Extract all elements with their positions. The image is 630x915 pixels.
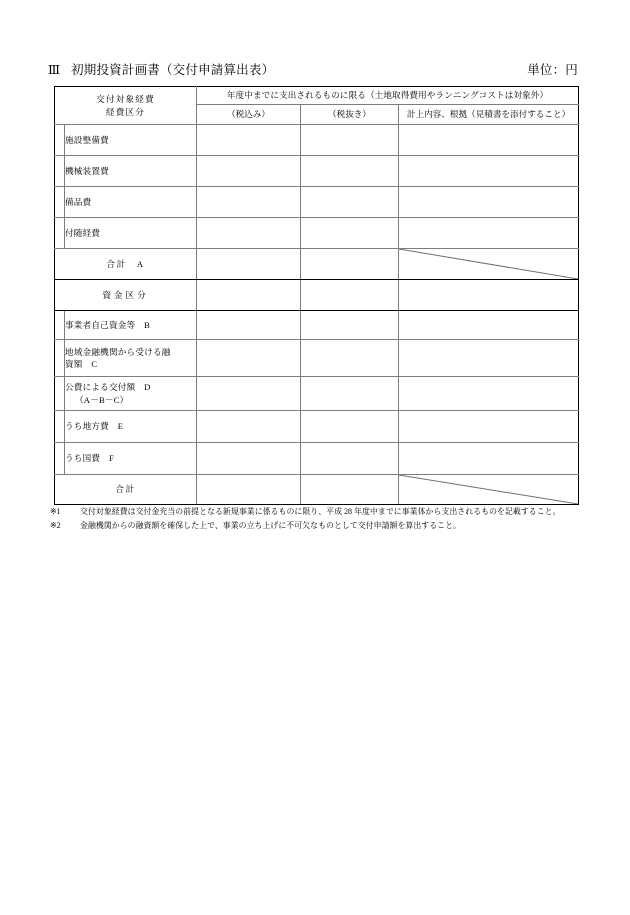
- funding-label-local-share-line1: うち地方費 E: [65, 421, 124, 432]
- table-row: [55, 311, 579, 340]
- expense-basis-machinery[interactable]: [399, 156, 579, 187]
- expense-value-equipment-tax-included[interactable]: [197, 187, 301, 218]
- funding-value-local-share-tax-excluded[interactable]: [301, 411, 399, 443]
- row-spacer-cell: [55, 340, 65, 377]
- table-row: [55, 218, 579, 249]
- funding-label-public-grant-line1: 公費による交付額 D: [65, 382, 151, 393]
- funding-value-national-share-tax-included[interactable]: [197, 443, 301, 475]
- expense-value-equipment-tax-excluded[interactable]: [301, 187, 399, 218]
- expense-label-facility: 施設整備費: [65, 125, 197, 156]
- header-col-basis: 計上内容、根拠（見積書を添付すること）: [399, 105, 579, 125]
- section-numeral: Ⅲ: [48, 63, 61, 77]
- funding-section-title-spacer-3: [399, 280, 579, 311]
- row-spacer-cell: [55, 377, 65, 411]
- funding-total-basis-struck: [399, 475, 579, 505]
- expense-value-incidental-tax-included[interactable]: [197, 218, 301, 249]
- table-row: [55, 340, 579, 377]
- funding-section-title: 資金区分: [55, 280, 197, 311]
- row-spacer-cell: [55, 443, 65, 475]
- expense-value-facility-tax-excluded[interactable]: [301, 125, 399, 156]
- expense-label-equipment: 備品費: [65, 187, 197, 218]
- expense-total-row: [55, 249, 579, 280]
- table-row: [55, 156, 579, 187]
- expense-basis-incidental[interactable]: [399, 218, 579, 249]
- funding-value-local-loan-tax-included[interactable]: [197, 340, 301, 377]
- funding-total-label: 合計: [55, 475, 197, 505]
- row-spacer-cell: [55, 125, 65, 156]
- funding-total-tax-excluded[interactable]: [301, 475, 399, 505]
- header-col-tax-excluded: （税抜き）: [301, 105, 399, 125]
- table-row: [55, 125, 579, 156]
- table-row: [55, 187, 579, 218]
- funding-label-own-funds: [65, 311, 197, 340]
- row-spacer-cell: [55, 187, 65, 218]
- initial-investment-table: [54, 86, 578, 505]
- page-title-text: 初期投資計画書（交付申請算出表）: [71, 63, 275, 77]
- expense-label-incidental: 付随経費: [65, 218, 197, 249]
- expense-value-machinery-tax-included[interactable]: [197, 156, 301, 187]
- funding-value-local-share-tax-included[interactable]: [197, 411, 301, 443]
- expense-basis-facility[interactable]: [399, 125, 579, 156]
- expense-basis-equipment[interactable]: [399, 187, 579, 218]
- row-spacer-cell: [55, 218, 65, 249]
- funding-label-local-loan: [65, 340, 197, 377]
- funding-section-title-spacer-1: [197, 280, 301, 311]
- funding-label-local-loan-line1: 地域金融機関から受ける融: [65, 346, 171, 357]
- funding-label-local-loan-line2: 資額 C: [65, 359, 98, 369]
- funding-value-own-funds-tax-included[interactable]: [197, 311, 301, 340]
- funding-value-public-grant-tax-excluded[interactable]: [301, 377, 399, 411]
- expense-value-machinery-tax-excluded[interactable]: [301, 156, 399, 187]
- funding-label-local-share: [65, 411, 197, 443]
- footnote-1: [50, 505, 590, 519]
- footnote-1-text: 交付対象経費は交付金充当の前提となる新規事業に係るものに限り、平成 28 年度中までに事業体から支出されるものを記載すること。: [80, 507, 561, 516]
- unit-label: 単位：円: [527, 63, 578, 77]
- row-spacer-cell: [55, 156, 65, 187]
- footnote-2-mark: ※2: [50, 521, 61, 531]
- funding-section-title-spacer-2: [301, 280, 399, 311]
- title-left-group: [48, 60, 274, 78]
- funding-total-tax-included[interactable]: [197, 475, 301, 505]
- funding-label-public-grant: [65, 377, 197, 411]
- funding-value-local-loan-tax-excluded[interactable]: [301, 340, 399, 377]
- expense-total-basis-struck: [399, 249, 579, 280]
- header-category-line1: 交付対象経費: [96, 94, 155, 105]
- footnotes: [50, 505, 590, 533]
- funding-label-national-share-line1: うち国費 F: [65, 453, 114, 464]
- page-title: [48, 58, 578, 80]
- funding-basis-own-funds[interactable]: [399, 311, 579, 340]
- expense-total-label: 合計 A: [55, 249, 197, 280]
- expense-total-tax-excluded[interactable]: [301, 249, 399, 280]
- header-scope-note: 年度中までに支出されるものに限る（土地取得費用やランニングコストは対象外）: [197, 87, 579, 105]
- funding-value-public-grant-tax-included[interactable]: [197, 377, 301, 411]
- table-row: [55, 377, 579, 411]
- expense-label-machinery: 機械装置費: [65, 156, 197, 187]
- table-row: [55, 411, 579, 443]
- footnote-2-text: 金融機関からの融資額を確保した上で、事業の立ち上げに不可欠なものとして交付申請額を算出すること。: [80, 521, 461, 531]
- table-row: [55, 443, 579, 475]
- row-spacer-cell: [55, 411, 65, 443]
- funding-basis-national-share[interactable]: [399, 443, 579, 475]
- funding-total-row: [55, 475, 579, 505]
- funding-basis-public-grant[interactable]: [399, 377, 579, 411]
- table-header-row-1: [55, 87, 579, 105]
- funding-label-public-grant-line2: （A－B－C）: [75, 394, 129, 405]
- diagonal-strike-icon: [399, 475, 578, 504]
- header-category-line2: 経費区分: [105, 106, 146, 117]
- funding-value-own-funds-tax-excluded[interactable]: [301, 311, 399, 340]
- funding-section-title-row: [55, 280, 579, 311]
- expense-value-incidental-tax-excluded[interactable]: [301, 218, 399, 249]
- header-category-cell: [55, 87, 197, 125]
- funding-basis-local-share[interactable]: [399, 411, 579, 443]
- funding-label-own-funds-line1: 事業者自己資金等 B: [65, 319, 151, 330]
- expense-value-facility-tax-included[interactable]: [197, 125, 301, 156]
- header-col-tax-included: （税込み）: [197, 105, 301, 125]
- footnote-1-mark: ※1: [50, 507, 61, 516]
- row-spacer-cell: [55, 311, 65, 340]
- funding-label-national-share: [65, 443, 197, 475]
- expense-total-tax-included[interactable]: [197, 249, 301, 280]
- footnote-2: [50, 519, 590, 533]
- funding-value-national-share-tax-excluded[interactable]: [301, 443, 399, 475]
- diagonal-strike-icon: [399, 249, 578, 279]
- funding-basis-local-loan[interactable]: [399, 340, 579, 377]
